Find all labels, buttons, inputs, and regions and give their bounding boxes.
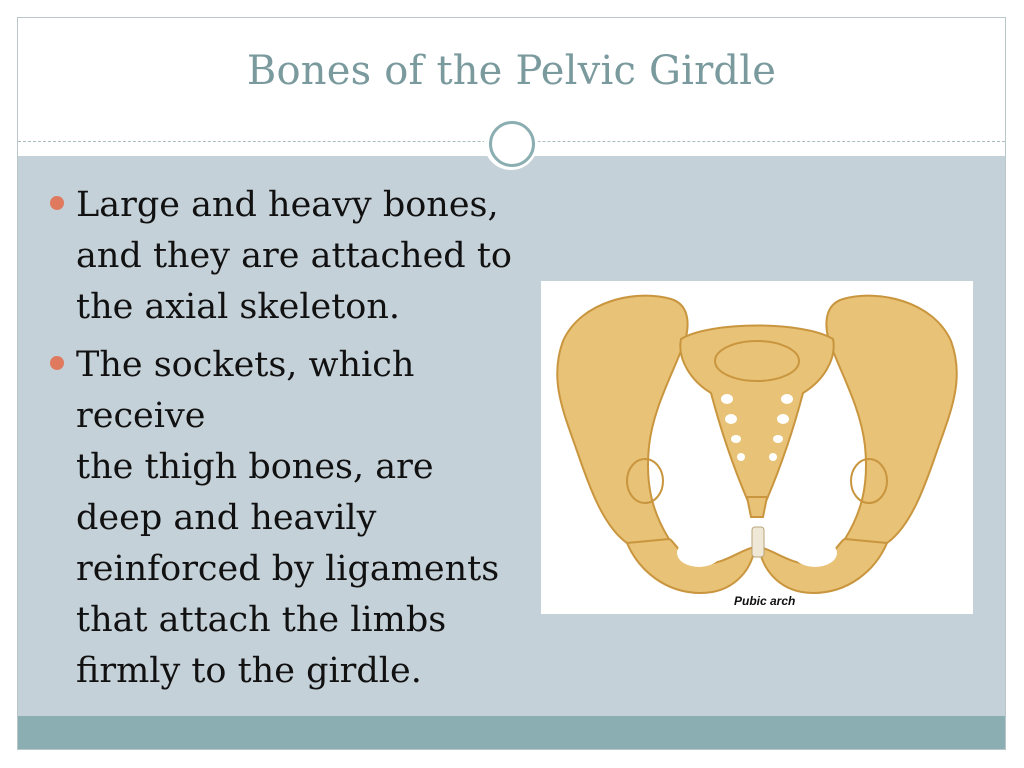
bullet-dot-icon <box>50 196 64 210</box>
footer-bar <box>18 716 1005 749</box>
bullet-text-line: and they are attached to <box>76 236 512 276</box>
coccyx <box>747 497 767 517</box>
bullet-text-line: The sockets, which <box>76 345 415 385</box>
pelvis-illustration <box>541 281 973 614</box>
bullet-text-line: the axial skeleton. <box>76 287 401 327</box>
left-obturator <box>677 539 721 567</box>
right-obturator <box>793 539 837 567</box>
pelvis-drawing <box>541 281 973 614</box>
sacral-promontory <box>715 341 799 381</box>
divider-ring-icon <box>489 121 535 167</box>
bullet-text-line: Large and heavy bones, <box>76 185 499 225</box>
figure-caption: Pubic arch <box>734 594 796 608</box>
bullet-text-line: firmly to the girdle. <box>76 651 422 691</box>
bullet-list <box>50 180 540 704</box>
bullet-text-line: receive <box>76 396 206 436</box>
bullet-text-line: that attach the limbs <box>76 600 447 640</box>
bullet-text-line: the thigh bones, are <box>76 447 434 487</box>
left-ilium <box>557 296 687 550</box>
bullet-text-line: deep and heavily <box>76 498 377 538</box>
bullet-text-line: reinforced by ligaments <box>76 549 500 589</box>
bullet-item <box>50 180 540 333</box>
bullet-dot-icon <box>50 356 64 370</box>
bullet-item <box>50 340 540 697</box>
right-ilium <box>826 296 956 550</box>
slide-title: Bones of the Pelvic Girdle <box>246 48 777 94</box>
pubic-symphysis <box>752 527 764 557</box>
